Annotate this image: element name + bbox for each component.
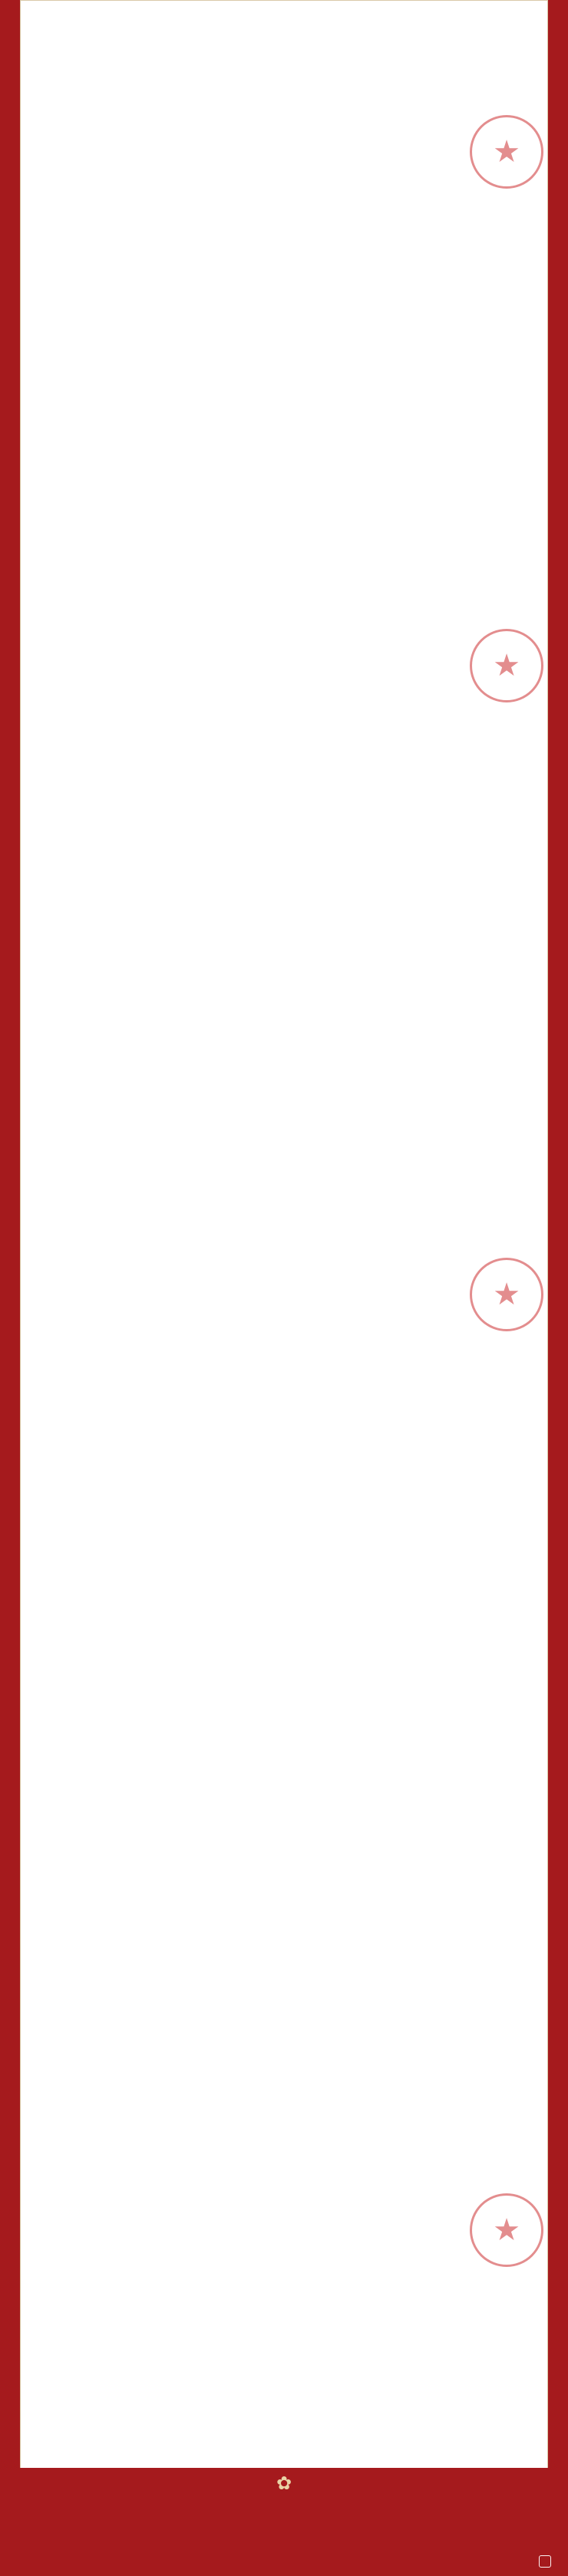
document-paper: [20, 0, 548, 2502]
camera-icon: [539, 2555, 551, 2568]
official-seal-stamp: [470, 1258, 543, 1331]
footer: [0, 2531, 568, 2576]
brand-logo-icon: ✿: [276, 2472, 292, 2494]
official-seal-stamp: [470, 2193, 543, 2267]
official-seal-stamp: [470, 629, 543, 702]
source-watermark: [539, 2555, 556, 2568]
official-seal-stamp: [470, 115, 543, 189]
